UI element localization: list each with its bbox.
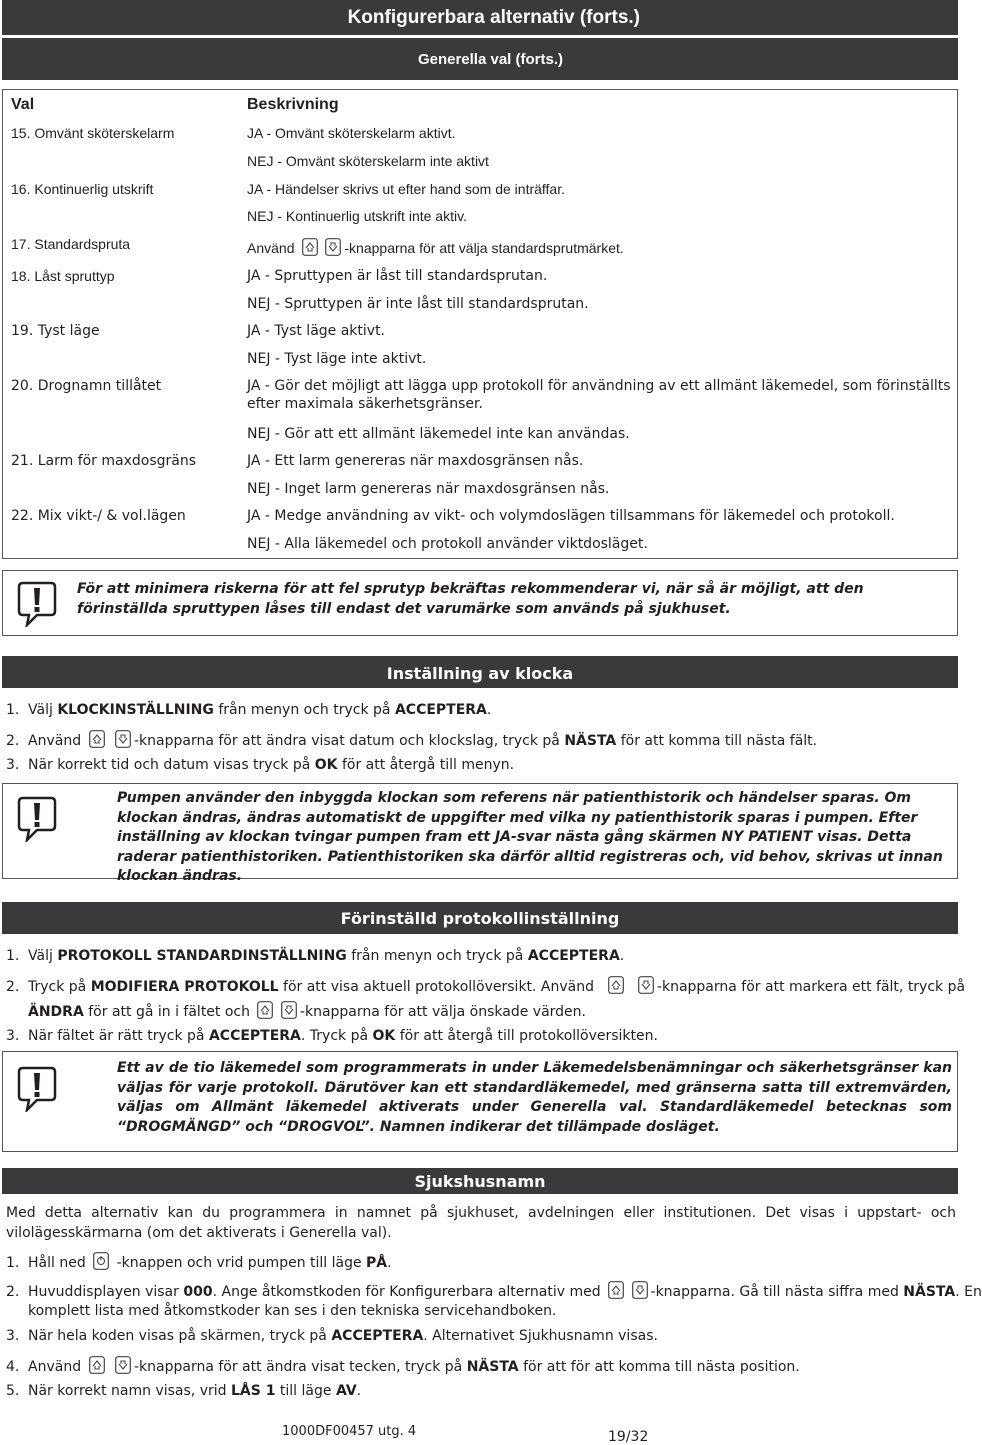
section-title: Sjukshusnamn [414,1172,546,1191]
table-row-val: 15. Omvänt sköterskelarm [11,125,175,141]
list-item: 2. Huvuddisplayen visar 000. Ange åtkomstkoden för Konfigurerbara alternativ med -knapparna. Gå till nästa siffra med NÄSTA. En [6,1281,982,1302]
list-item: komplett lista med åtkomstkoder kan ses i den tekniska servicehandboken. [28,1303,557,1319]
page-number: 19/32 [608,1429,649,1445]
table-row-desc: NEJ - Spruttypen är inte låst till standardsprutan. [247,296,589,312]
table-row-desc: JA - Omvänt sköterskelarm aktivt. [247,125,456,141]
up-key-icon [302,238,318,256]
down-key-icon [115,730,131,748]
warning-text: För att minimera riskerna för att fel sprutyp bekräftas rekommenderar vi, när så är möjligt, att den förinställda spruttypen låses till endast det varumärke som används på sjukhuset. [77,581,864,617]
power-key-icon [93,1252,109,1270]
table-row-desc: NEJ - Omvänt sköterskelarm inte aktivt [247,153,489,169]
up-key-icon [89,730,105,748]
down-key-icon [632,1281,648,1299]
table-row-desc: NEJ - Tyst läge inte aktivt. [247,351,427,367]
list-item: 5. När korrekt namn visas, vrid LÅS 1 till läge AV. [6,1383,362,1399]
list-item: ÄNDRA för att gå in i fältet och -knapparna för att välja önskade värden. [6,1001,586,1022]
options-table [2,89,958,559]
section-title: Inställning av klocka [386,664,574,683]
up-key-icon [608,1281,624,1299]
down-key-icon [638,976,654,994]
warning-text: Pumpen använder den inbyggda klockan som referens när patienthistorik och händelser sparas. Om klockan ändras, ändras automatiskt de uppgifter med vilka ny patienthistorik sparas i pumpen. Efter inställning av klockan tvingar pumpen fram ett JA-svar nästa gång skärmen NY PATIENT visas. Detta raderar patienthistoriken. Patienthistoriken ska därför alltid registreras och, vid behov, skrivas ut innan klockan ändras. [117,790,943,884]
list-item: 3. När fältet är rätt tryck på ACCEPTERA. Tryck på OK för att återgå till protokollöversikten. [6,1028,658,1044]
table-row-desc: JA - Spruttypen är låst till standardsprutan. [247,268,548,284]
list-item: 2. Tryck på MODIFIERA PROTOKOLL för att visa aktuell protokollöversikt. Använd -knapparna för att markera ett fält, tryck på [6,976,965,997]
up-key-icon [257,1001,273,1019]
table-row-val: 18. Låst spruttyp [11,268,115,284]
down-key-icon [281,1001,297,1019]
table-row-val: 22. Mix vikt-/ & vol.lägen [11,508,186,524]
table-row-val: 20. Drognamn tillåtet [11,378,162,394]
intro-paragraph: Med detta alternativ kan du programmera in namnet på sjukhuset, avdelningen eller institutionen. Det visas i uppstart- och vilolägesskärmarna (om det aktiverats i Generella val). [6,1205,956,1241]
table-row-desc: NEJ - Gör att ett allmänt läkemedel inte kan användas. [247,426,630,442]
list-item: 1. Håll ned -knappen och vrid pumpen till läge PÅ. [6,1252,392,1273]
warning-icon [17,796,57,842]
warning-icon [17,581,57,627]
column-header-val: Val [11,96,35,113]
list-item: 4. Använd -knapparna för att ändra visat tecken, tryck på NÄSTA för att för att komma till nästa position. [6,1356,800,1377]
document-number: 1000DF00457 utg. 4 [282,1424,417,1439]
section-subtitle: Generella val (forts.) [2,38,958,80]
warning-box [2,1051,958,1152]
warning-icon [17,1066,57,1112]
list-item: 1. Välj PROTOKOLL STANDARDINSTÄLLNING från menyn och tryck på ACCEPTERA. [6,948,625,964]
table-row-desc: NEJ - Kontinuerlig utskrift inte aktiv. [247,208,467,224]
column-header-desc: Beskrivning [247,96,339,113]
table-row-desc [247,238,952,258]
table-row-val: 16. Kontinuerlig utskrift [11,181,154,197]
section-title: Förinställd protokollinställning [340,909,620,928]
page-title: Konfigurerbara alternativ (forts.) [2,0,958,35]
table-row-desc: NEJ - Alla läkemedel och protokoll använder viktdosläget. [247,536,648,552]
up-key-icon [89,1356,105,1374]
down-key-icon [115,1356,131,1374]
down-key-icon [325,238,341,256]
list-item: 3. När hela koden visas på skärmen, tryck på ACCEPTERA. Alternativet Sjukhusnamn visas. [6,1328,658,1344]
list-item: 1. Välj KLOCKINSTÄLLNING från menyn och tryck på ACCEPTERA. [6,702,492,718]
table-row-desc: JA - Händelser skrivs ut efter hand som de inträffar. [247,181,566,197]
desc-text: -knapparna för att välja standardsprutmärket. [344,240,624,256]
table-row-desc: JA - Tyst läge aktivt. [247,323,386,339]
table-row-val: 21. Larm för maxdosgräns [11,453,197,469]
table-row-val: 17. Standardspruta [11,236,131,252]
warning-box [2,783,958,884]
table-row-desc: JA - Gör det möjligt att lägga upp protokoll för användning av ett allmänt läkemedel, som förinställts efter maximala säkerhetsgränser. [247,378,951,412]
up-key-icon [608,976,624,994]
table-row-desc: JA - Ett larm genereras när maxdosgränsen nås. [247,453,584,469]
table-row-desc: JA - Medge användning av vikt- och volymdoslägen tillsammans för läkemedel och protokoll. [247,508,895,524]
warning-text: Ett av de tio läkemedel som programmerats in under Läkemedelsbenämningar och säkerhetsgränser kan väljas för varje protokoll. Därutöver kan ett standardläkemedel, med gränserna satta till extremvärden, väljas om Allmänt läkemedel aktiverats under Generella val. Standardläkemedel betecknas som “DROGMÄNGD” och “DROGVOL”. Namnen indikerar det tillämpade dosläget. [117,1060,952,1135]
list-item: 3. När korrekt tid och datum visas tryck på OK för att återgå till menyn. [6,757,515,773]
warning-box [2,570,958,636]
table-row-val: 19. Tyst läge [11,323,100,339]
desc-text: Använd [247,240,295,256]
list-item: 2. Använd -knapparna för att ändra visat datum och klockslag, tryck på NÄSTA för att komma till nästa fält. [6,730,817,751]
table-row-desc: NEJ - Inget larm genereras när maxdosgränsen nås. [247,481,610,497]
